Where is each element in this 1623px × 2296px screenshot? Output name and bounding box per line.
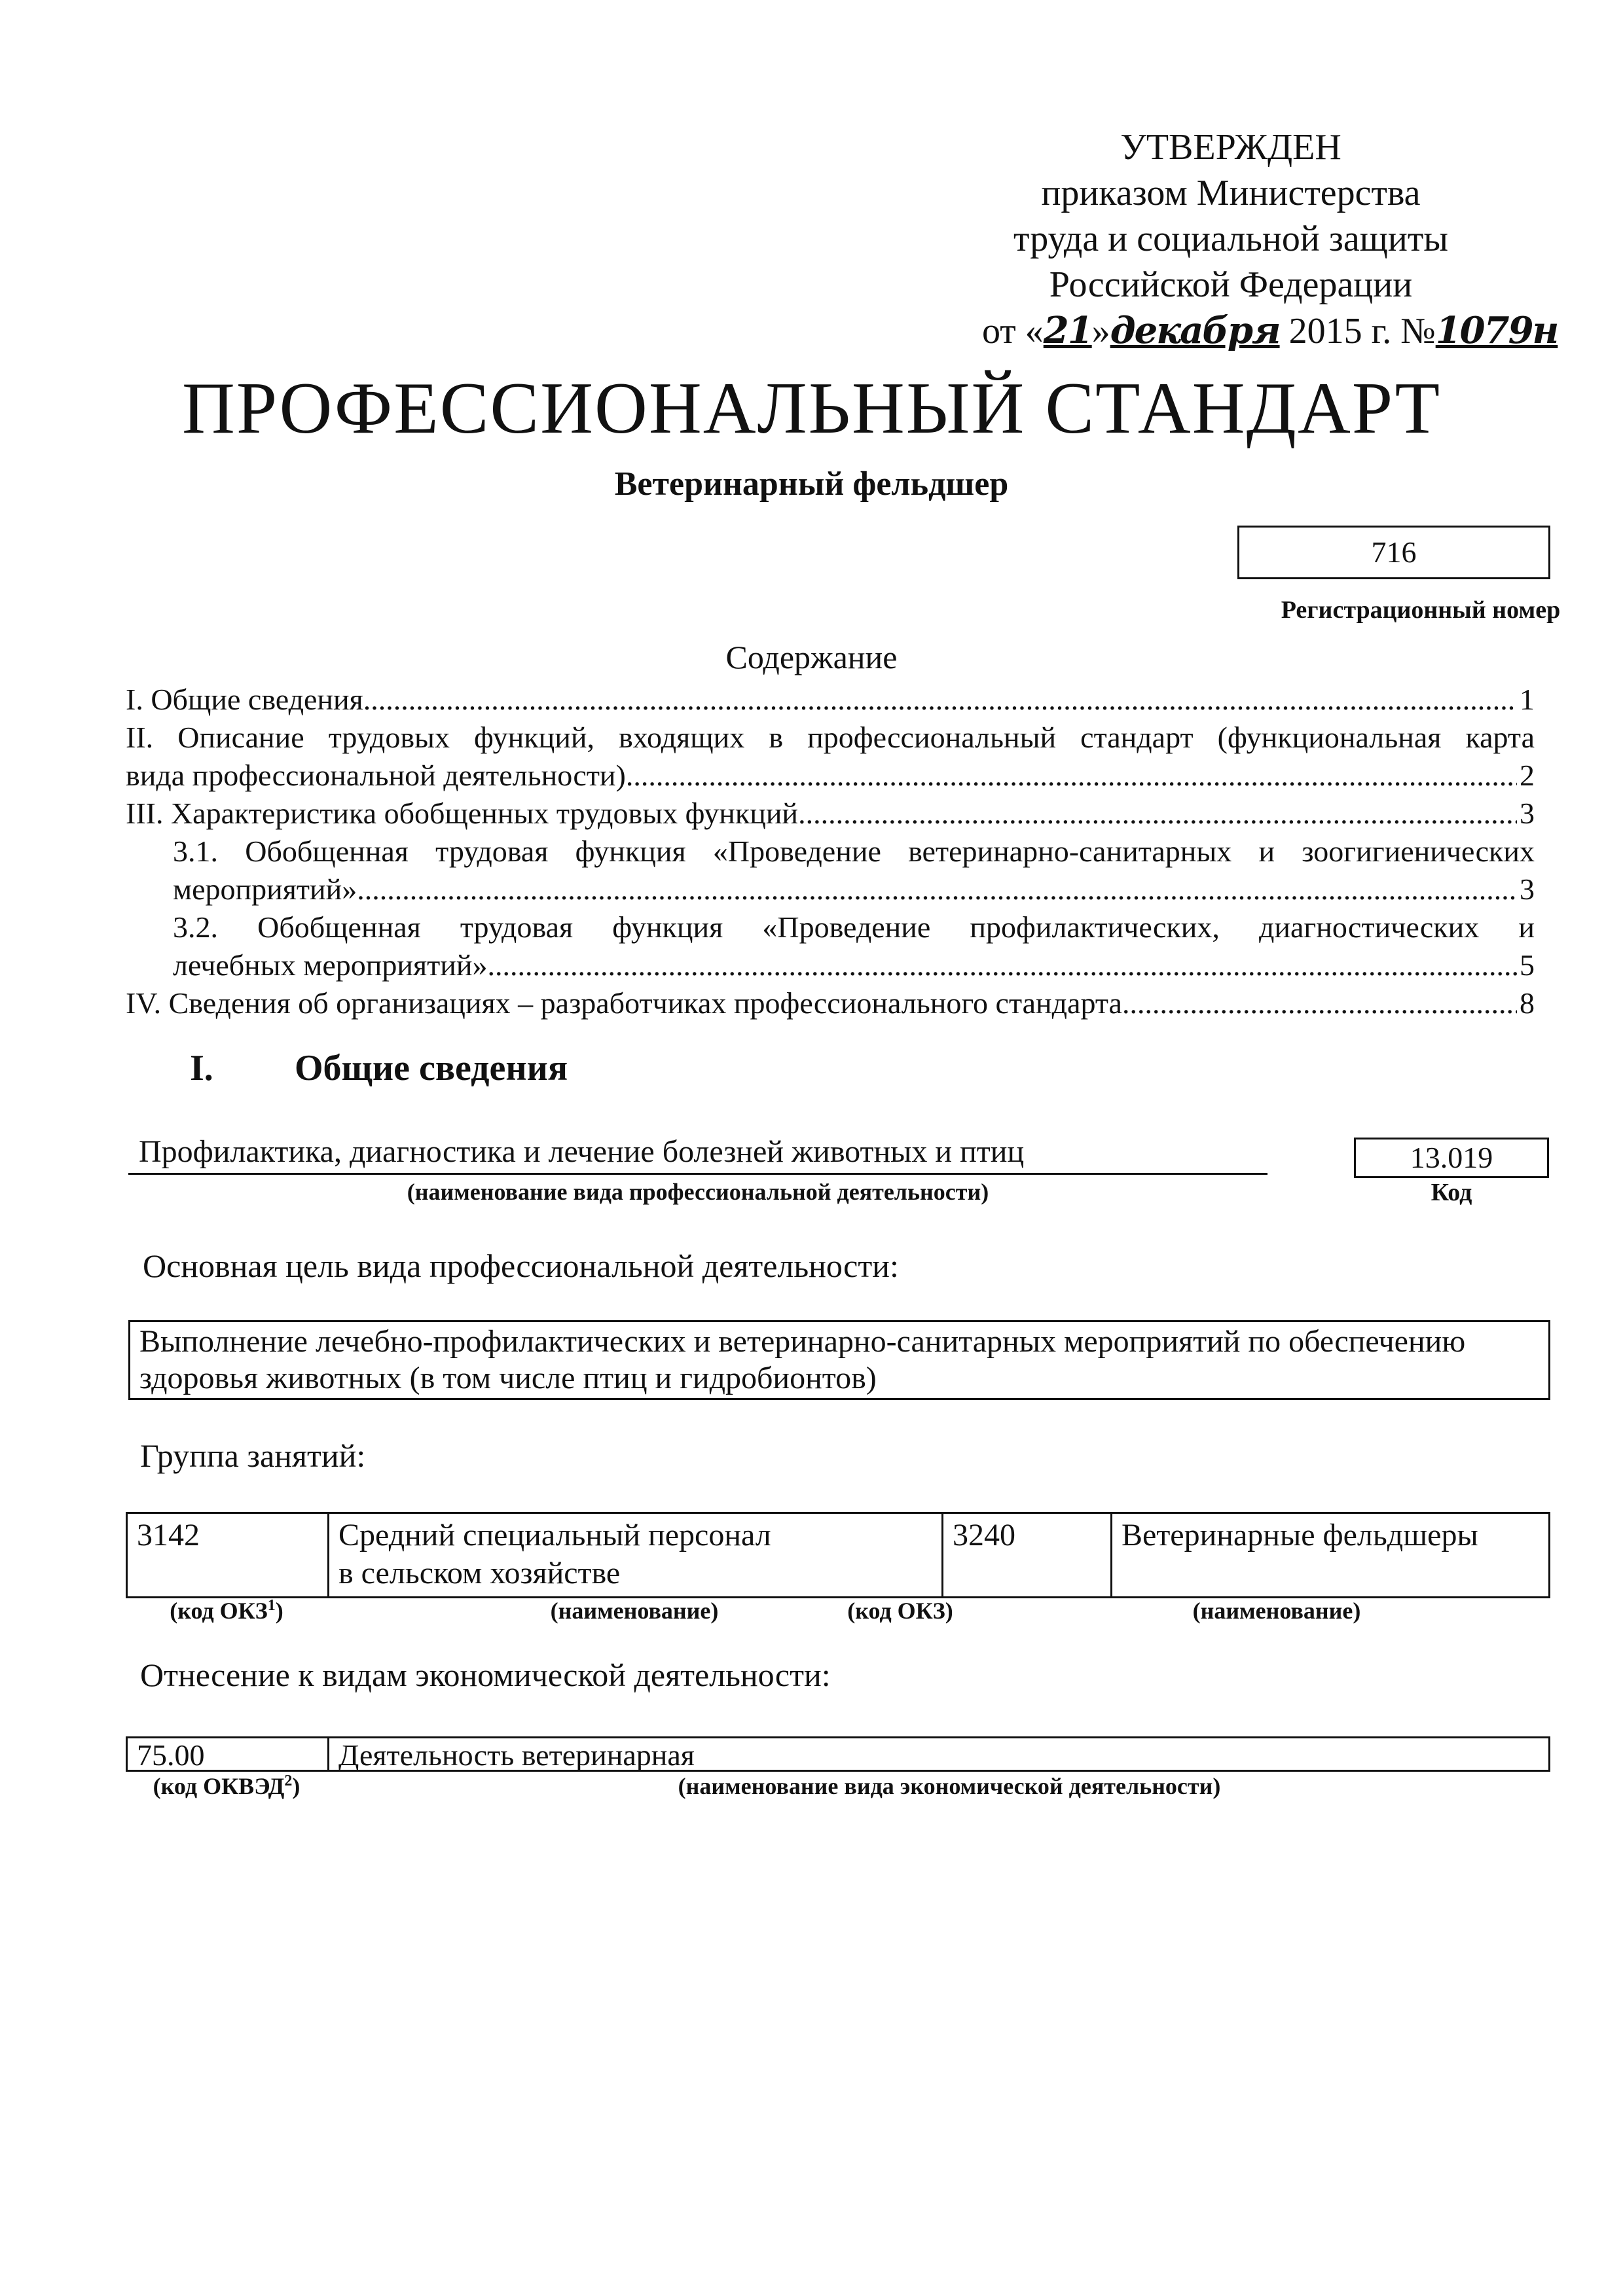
toc-item-text: I. Общие сведения xyxy=(126,683,363,716)
toc-leader-dots xyxy=(1122,984,1517,1022)
toc-leader-dots xyxy=(357,870,1517,908)
toc-item-page: 1 xyxy=(1520,683,1535,716)
handwritten-month: декабря xyxy=(1110,309,1280,352)
okz-name-caption: (наименование) xyxy=(550,1598,719,1624)
purpose-box xyxy=(128,1320,1550,1400)
approval-date-line xyxy=(982,308,1558,354)
registration-number-caption: Регистрационный номер xyxy=(1281,596,1561,624)
footnote-marker[interactable]: 1 xyxy=(267,1597,276,1614)
okved-code-cell: 75.00 xyxy=(128,1738,329,1770)
okz-code-cell: 3142 xyxy=(128,1514,329,1596)
toc-item[interactable] xyxy=(126,757,1535,795)
activity-underline xyxy=(128,1173,1267,1175)
okz-name-cell: Ветеринарные фельдшеры xyxy=(1122,1518,1478,1552)
toc-leader-dots xyxy=(798,795,1517,833)
date-quote-close: » xyxy=(1091,311,1110,351)
document-subtitle: Ветеринарный фельдшер xyxy=(614,465,1009,503)
table-of-contents xyxy=(126,681,1535,1022)
section-number: I. xyxy=(190,1048,213,1088)
toc-leader-dots xyxy=(487,946,1517,984)
approval-order-line: приказом Министерства xyxy=(1041,173,1421,213)
toc-item-text: IV. Сведения об организациях – разработчиках профессионального стандарта xyxy=(126,986,1122,1020)
toc-item-text: вида профессиональной деятельности) xyxy=(126,759,626,792)
occupation-group-table xyxy=(126,1512,1550,1598)
okz-name-line1: Средний специальный персонал xyxy=(338,1518,771,1552)
okz-name-cell xyxy=(329,1514,943,1596)
document-title: ПРОФЕССИОНАЛЬНЫЙ СТАНДАРТ xyxy=(182,368,1441,449)
toc-item[interactable] xyxy=(126,946,1535,984)
okz-code-cell: 3240 xyxy=(943,1514,1112,1596)
toc-item-text: мероприятий» xyxy=(173,872,357,906)
economic-activity-label: Отнесение к видам экономической деятельности: xyxy=(140,1657,831,1693)
approval-block xyxy=(982,124,1558,354)
okved-name-caption: (наименование вида экономической деятельности) xyxy=(678,1773,1221,1799)
purpose-text-line2: здоровья животных (в том числе птиц и гидробионтов) xyxy=(139,1361,877,1395)
toc-item-page: 3 xyxy=(1520,797,1535,830)
toc-item-line1[interactable]: 3.1. Обобщенная трудовая функция «Проведение ветеринарно-санитарных и зоогигиенических xyxy=(173,834,1535,868)
toc-item[interactable] xyxy=(126,681,1535,719)
okved-name-cell: Деятельность ветеринарная xyxy=(338,1738,695,1772)
toc-item-page: 5 xyxy=(1520,948,1535,982)
activity-type-caption: (наименование вида профессиональной деятельности) xyxy=(407,1179,989,1205)
approval-federation-line: Российской Федерации xyxy=(1049,264,1413,305)
toc-item-line1[interactable]: 3.2. Обобщенная трудовая функция «Проведение профилактических, диагностических и xyxy=(173,910,1535,944)
approval-ministry-line: труда и социальной защиты xyxy=(1013,219,1448,259)
toc-item-text: лечебных мероприятий» xyxy=(173,948,488,982)
toc-item-page: 8 xyxy=(1520,986,1535,1020)
okved-code-caption: (код ОКВЭД$^2$) xyxy=(153,1772,301,1799)
activity-code-caption: Код xyxy=(1431,1179,1472,1206)
toc-item-line1[interactable]: II. Описание трудовых функций, входящих в профессиональный стандарт (функциональная карта xyxy=(126,721,1535,754)
toc-item[interactable] xyxy=(126,795,1535,833)
okz-name-caption: (наименование) xyxy=(1192,1598,1361,1624)
toc-leader-dots xyxy=(363,681,1517,719)
date-prefix: от « xyxy=(982,311,1044,351)
footnote-marker[interactable]: 2 xyxy=(284,1772,293,1789)
okz-code-caption: (код ОКЗ) xyxy=(847,1598,953,1624)
occupation-group-label: Группа занятий: xyxy=(140,1437,366,1474)
activity-type-name: Профилактика, диагностика и лечение болезней животных и птиц xyxy=(139,1134,1025,1169)
handwritten-day: 21 xyxy=(1043,309,1092,352)
purpose-text-line1: Выполнение лечебно-профилактических и ветеринарно-санитарных мероприятий по обеспечению xyxy=(139,1324,1466,1359)
economic-activity-table xyxy=(126,1736,1550,1772)
activity-code-box: 13.019 xyxy=(1354,1138,1549,1178)
approval-heading: УТВЕРЖДЕН xyxy=(1120,127,1341,168)
toc-item-text: III. Характеристика обобщенных трудовых функций xyxy=(126,797,799,830)
registration-number-box: 716 xyxy=(1237,526,1550,579)
purpose-label: Основная цель вида профессиональной деятельности: xyxy=(143,1247,899,1284)
toc-item[interactable] xyxy=(126,984,1535,1022)
date-year: 2015 г. № xyxy=(1288,311,1436,351)
toc-leader-dots xyxy=(626,757,1517,795)
toc-item-page: 3 xyxy=(1520,872,1535,906)
handwritten-order-number: 1079н xyxy=(1435,309,1558,352)
toc-item-page: 2 xyxy=(1520,759,1535,792)
okz-code-caption: (код ОКЗ$^1$) xyxy=(170,1597,283,1624)
okz-name-line2: в сельском хозяйстве xyxy=(338,1556,621,1590)
toc-title: Содержание xyxy=(725,639,898,675)
toc-item[interactable] xyxy=(126,870,1535,908)
section-title: Общие сведения xyxy=(295,1048,568,1088)
